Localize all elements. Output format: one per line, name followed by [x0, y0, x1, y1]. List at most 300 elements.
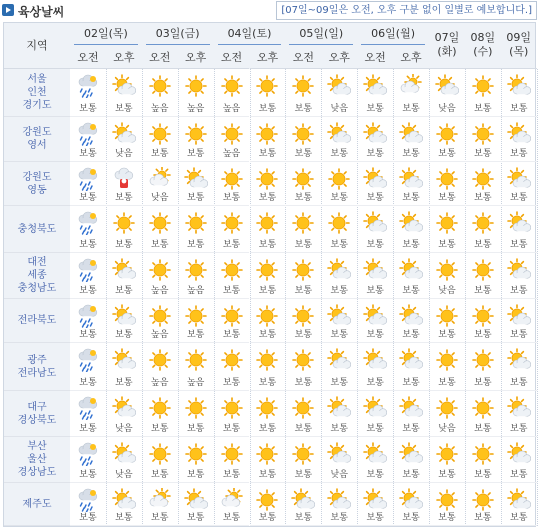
visibility-label: 높음 — [151, 330, 169, 340]
visibility-label: 보통 — [79, 330, 97, 340]
forecast-cell — [501, 117, 537, 162]
visibility-label: 보통 — [402, 240, 420, 250]
forecast-cell — [393, 437, 429, 483]
label-text: 05일(일) — [299, 27, 344, 40]
partly-cloudy-icon — [363, 348, 387, 372]
visibility-label: 보통 — [474, 513, 492, 523]
visibility-label: 낮음 — [115, 424, 133, 434]
day-underline — [361, 44, 425, 45]
label-text: (목) — [509, 45, 529, 58]
label-text: 지역 — [26, 39, 48, 52]
forecast-cell — [142, 206, 178, 253]
sunny-icon — [220, 304, 244, 328]
forecast-cell — [285, 483, 321, 526]
partly-cloudy-icon — [507, 122, 531, 146]
forecast-cell — [357, 391, 393, 437]
forecast-cell — [357, 343, 393, 391]
forecast-cell — [321, 437, 357, 483]
pm-header — [393, 46, 429, 69]
forecast-cell — [285, 253, 321, 299]
partly-cloudy-icon — [399, 442, 423, 466]
region-line: 경상북도 — [17, 414, 57, 426]
forecast-cell — [250, 483, 286, 526]
forecast-cell — [250, 391, 286, 437]
forecast-cell — [393, 117, 429, 162]
partly-cloudy-icon — [327, 74, 351, 98]
region-name — [18, 440, 57, 479]
visibility-label: 보통 — [366, 330, 384, 340]
visibility-label: 보통 — [294, 513, 313, 523]
forecast-cell — [393, 253, 429, 299]
forecast-cell — [106, 343, 142, 391]
region-name — [18, 223, 57, 236]
region-line: 충청북도 — [17, 223, 57, 235]
visibility-label: 보통 — [151, 240, 169, 250]
forecast-cell — [501, 69, 537, 117]
partly-cloudy-icon — [363, 211, 387, 235]
region-cell — [4, 483, 70, 526]
forecast-cell — [429, 253, 465, 299]
forecast-cell — [70, 343, 106, 391]
forecast-cell — [465, 253, 501, 299]
forecast-cell — [465, 117, 501, 162]
region-cell — [4, 391, 70, 437]
partly-cloudy-icon — [363, 442, 387, 466]
label-text: 오후 — [113, 51, 135, 64]
label-text: 02일(목) — [83, 27, 128, 40]
rain-icon — [76, 304, 100, 328]
forecast-cell — [501, 437, 537, 483]
visibility-label: 보통 — [222, 286, 241, 296]
visibility-label: 보통 — [294, 330, 313, 340]
visibility-label: 보통 — [510, 104, 528, 114]
forecast-cell — [214, 206, 250, 253]
forecast-cell — [429, 483, 465, 526]
forecast-cell — [285, 391, 321, 437]
visibility-label: 보통 — [258, 149, 277, 159]
partly-cloudy-icon — [507, 74, 531, 98]
sunny-icon — [184, 442, 208, 466]
forecast-cell — [178, 162, 214, 206]
mostly-cloudy-icon — [148, 167, 172, 191]
sunny-icon — [220, 167, 244, 191]
visibility-label: 보통 — [294, 286, 313, 296]
partly-cloudy-icon — [399, 211, 423, 235]
visibility-label: 보통 — [438, 330, 456, 340]
partly-cloudy-icon — [327, 348, 351, 372]
region-cell — [4, 117, 70, 162]
region-name — [23, 73, 52, 112]
region-line: 경기도 — [22, 100, 52, 111]
sunny-icon — [184, 396, 208, 420]
section-arrow-icon — [2, 4, 14, 16]
forecast-cell — [429, 299, 465, 343]
visibility-label: 낮음 — [438, 286, 456, 296]
visibility-label: 보통 — [79, 513, 97, 523]
visibility-label: 높음 — [151, 286, 169, 296]
forecast-cell — [429, 162, 465, 206]
partly-cloudy-icon — [112, 348, 136, 372]
sunny-icon — [291, 258, 315, 282]
label-text: 09일 — [506, 31, 532, 44]
partly-cloudy-icon — [507, 167, 531, 191]
day-header — [285, 23, 357, 45]
sunny-icon — [184, 258, 208, 282]
forecast-cell — [142, 483, 178, 526]
partly-cloudy-icon — [112, 74, 136, 98]
forecast-cell — [178, 483, 214, 526]
partly-cloudy-icon — [399, 167, 423, 191]
visibility-label: 보통 — [402, 193, 420, 203]
forecast-cell — [321, 162, 357, 206]
visibility-label: 낮음 — [438, 424, 456, 434]
sunny-icon — [471, 258, 495, 282]
visibility-label: 높음 — [151, 104, 169, 114]
forecast-cell — [357, 253, 393, 299]
visibility-label: 보통 — [402, 378, 420, 388]
forecast-cell — [501, 483, 537, 526]
visibility-label: 보통 — [510, 330, 528, 340]
visibility-label: 보통 — [151, 513, 169, 523]
forecast-cell — [321, 483, 357, 526]
sunny-icon — [471, 348, 495, 372]
partly-cloudy-icon — [363, 258, 387, 282]
label-text: 06일(월) — [371, 27, 415, 40]
forecast-cell — [429, 69, 465, 117]
rain-icon — [76, 74, 100, 98]
partly-cloudy-icon — [363, 122, 387, 146]
visibility-label: 보통 — [258, 286, 277, 296]
am-header — [285, 46, 321, 69]
sunny-icon — [220, 396, 244, 420]
day-underline — [74, 44, 138, 45]
forecast-cell — [178, 253, 214, 299]
sunny-icon — [220, 122, 244, 146]
partly-cloudy-icon — [507, 304, 531, 328]
label-text: 오후 — [328, 51, 350, 64]
region-cell — [4, 343, 70, 391]
visibility-label: 보통 — [330, 424, 348, 434]
label-text: (화) — [437, 45, 457, 58]
visibility-label: 높음 — [222, 104, 241, 114]
visibility-label: 보통 — [366, 470, 384, 480]
sunny-icon — [148, 396, 172, 420]
visibility-label: 보통 — [222, 424, 241, 434]
forecast-cell — [214, 483, 250, 526]
forecast-cell — [465, 162, 501, 206]
forecast-cell — [250, 162, 286, 206]
sunny-icon — [184, 74, 208, 98]
sunny-icon — [435, 488, 459, 512]
forecast-cell — [501, 391, 537, 437]
forecast-cell — [178, 206, 214, 253]
sunny-icon — [220, 348, 244, 372]
day-header — [142, 23, 214, 45]
region-line: 강원도 — [22, 127, 52, 138]
forecast-cell — [250, 69, 286, 117]
visibility-label: 보통 — [510, 286, 528, 296]
sunny-icon — [291, 122, 315, 146]
visibility-label: 보통 — [258, 240, 277, 250]
visibility-label: 보통 — [510, 378, 528, 388]
visibility-label: 보통 — [294, 104, 313, 114]
label-text: 오전 — [77, 51, 99, 64]
forecast-cell — [106, 69, 142, 117]
forecast-cell — [178, 437, 214, 483]
forecast-cell — [357, 299, 393, 343]
forecast-cell — [465, 299, 501, 343]
partly-cloudy-icon — [507, 442, 531, 466]
visibility-label: 보통 — [330, 193, 348, 203]
forecast-cell — [70, 69, 106, 117]
visibility-label: 높음 — [151, 378, 169, 388]
day-underline — [289, 44, 353, 45]
region-line: 세종 — [27, 270, 47, 281]
visibility-label: 보통 — [366, 513, 384, 523]
forecast-cell — [142, 343, 178, 391]
visibility-label: 보통 — [294, 424, 313, 434]
visibility-label: 보통 — [115, 193, 133, 203]
visibility-label: 보통 — [222, 378, 241, 388]
forecast-cell — [178, 391, 214, 437]
visibility-label: 보통 — [115, 378, 133, 388]
forecast-cell — [393, 69, 429, 117]
visibility-label: 보통 — [258, 513, 277, 523]
region-line: 충청남도 — [17, 283, 57, 294]
forecast-cell — [393, 343, 429, 391]
visibility-label: 보통 — [366, 286, 384, 296]
label-text: 08일 — [470, 31, 496, 44]
forecast-cell — [285, 206, 321, 253]
partly-cloudy-icon — [327, 258, 351, 282]
partly-cloudy-icon — [112, 396, 136, 420]
forecast-cell — [70, 391, 106, 437]
forecast-cell — [142, 299, 178, 343]
partly-cloudy-icon — [363, 74, 387, 98]
visibility-label: 보통 — [474, 424, 492, 434]
visibility-label: 낮음 — [151, 193, 169, 203]
forecast-cell — [321, 117, 357, 162]
visibility-label: 보통 — [330, 378, 348, 388]
sunny-icon — [471, 442, 495, 466]
region-line: 강원도 — [22, 171, 52, 183]
visibility-label: 보통 — [366, 149, 384, 159]
forecast-cell — [357, 483, 393, 526]
visibility-label: 보통 — [222, 193, 241, 203]
forecast-cell — [285, 162, 321, 206]
forecast-cell — [321, 253, 357, 299]
visibility-label: 보통 — [186, 470, 205, 480]
visibility-label: 보통 — [115, 240, 133, 250]
sunny-icon — [435, 442, 459, 466]
visibility-label: 보통 — [294, 193, 313, 203]
forecast-cell — [250, 117, 286, 162]
forecast-cell — [214, 437, 250, 483]
label-text: (수) — [473, 45, 493, 58]
visibility-label: 보통 — [294, 240, 313, 250]
forecast-cell — [70, 162, 106, 206]
visibility-label: 보통 — [402, 104, 420, 114]
region-cell — [4, 206, 70, 253]
visibility-label: 보통 — [186, 330, 205, 340]
sunny-icon — [255, 211, 279, 235]
partly-cloudy-icon — [399, 304, 423, 328]
forecast-cell — [357, 69, 393, 117]
sunny-icon — [471, 211, 495, 235]
region-cell — [4, 162, 70, 206]
mostly-cloudy-icon — [148, 488, 172, 512]
forecast-cell — [321, 391, 357, 437]
label-text: 오후 — [256, 51, 279, 64]
visibility-label: 높음 — [222, 149, 241, 159]
sunny-icon — [435, 396, 459, 420]
partly-cloudy-icon — [184, 488, 208, 512]
rain-icon — [76, 211, 100, 235]
day-header — [70, 23, 142, 45]
region-header — [4, 23, 70, 69]
rain-icon — [76, 442, 100, 466]
forecast-cell — [106, 206, 142, 253]
forecast-cell — [429, 391, 465, 437]
region-line: 제주도 — [22, 498, 52, 510]
sunny-icon — [471, 122, 495, 146]
forecast-cell — [70, 117, 106, 162]
visibility-label: 보통 — [402, 513, 420, 523]
region-line: 인천 — [27, 87, 47, 98]
mostly-cloudy-icon — [220, 488, 244, 512]
forecast-cell — [501, 162, 537, 206]
visibility-label: 보통 — [510, 149, 528, 159]
forecast-cell — [106, 299, 142, 343]
visibility-label: 보통 — [79, 424, 97, 434]
partly-cloudy-icon — [507, 488, 531, 512]
visibility-label: 높음 — [186, 104, 205, 114]
label-text: 오전 — [292, 51, 314, 64]
forecast-cell — [178, 343, 214, 391]
partly-cloudy-icon — [112, 258, 136, 282]
visibility-label: 보통 — [294, 149, 313, 159]
day-header — [357, 23, 429, 45]
visibility-label: 보통 — [79, 286, 97, 296]
visibility-label: 보통 — [402, 286, 420, 296]
forecast-cell — [465, 483, 501, 526]
sunny-icon — [291, 167, 315, 191]
visibility-label: 보통 — [115, 513, 133, 523]
forecast-cell — [465, 206, 501, 253]
visibility-label: 보통 — [474, 149, 492, 159]
label-text: 오전 — [364, 51, 386, 64]
region-line: 대구 — [27, 401, 47, 413]
forecast-cell — [106, 253, 142, 299]
sunny-icon — [327, 211, 351, 235]
visibility-label: 보통 — [402, 149, 420, 159]
visibility-label: 보통 — [186, 193, 205, 203]
sunny-icon — [291, 74, 315, 98]
sunny-icon — [184, 122, 208, 146]
forecast-cell — [285, 437, 321, 483]
sunny-icon — [471, 74, 495, 98]
forecast-cell — [429, 343, 465, 391]
rain-icon — [76, 396, 100, 420]
visibility-label: 보통 — [510, 470, 528, 480]
visibility-label: 보통 — [151, 149, 169, 159]
visibility-label: 높음 — [186, 286, 205, 296]
forecast-cell — [501, 343, 537, 391]
sunny-icon — [435, 211, 459, 235]
label-text: 04일(토) — [227, 27, 272, 40]
visibility-label: 보통 — [79, 149, 97, 159]
visibility-label: 높음 — [186, 378, 205, 388]
visibility-label: 보통 — [474, 240, 492, 250]
visibility-label: 보통 — [510, 424, 528, 434]
region-name — [18, 256, 57, 295]
visibility-label: 보통 — [366, 193, 384, 203]
partly-cloudy-icon — [327, 442, 351, 466]
day-header — [501, 23, 537, 69]
partly-cloudy-icon — [112, 488, 136, 512]
region-line: 영서 — [27, 140, 47, 151]
region-line: 울산 — [27, 454, 47, 465]
visibility-label: 보통 — [510, 240, 528, 250]
visibility-label: 보통 — [79, 470, 97, 480]
region-line: 부산 — [27, 441, 47, 452]
visibility-label: 보통 — [79, 378, 97, 388]
region-name — [18, 314, 57, 327]
partly-cloudy-icon — [363, 488, 387, 512]
forecast-cell — [357, 206, 393, 253]
forecast-cell — [178, 69, 214, 117]
sunny-icon — [148, 442, 172, 466]
forecast-cell — [178, 299, 214, 343]
sunny-icon — [148, 74, 172, 98]
snow-icon — [112, 167, 136, 191]
forecast-cell — [106, 391, 142, 437]
forecast-cell — [501, 206, 537, 253]
sunny-icon — [184, 304, 208, 328]
day-header — [214, 23, 286, 45]
forecast-cell — [142, 117, 178, 162]
region-name — [18, 354, 57, 380]
region-line: 서울 — [27, 74, 47, 85]
partly-cloudy-icon — [112, 304, 136, 328]
forecast-cell — [142, 437, 178, 483]
visibility-label: 보통 — [151, 424, 169, 434]
forecast-cell — [142, 253, 178, 299]
partly-cloudy-icon — [112, 442, 136, 466]
forecast-cell — [106, 117, 142, 162]
visibility-label: 보통 — [402, 330, 420, 340]
sunny-icon — [220, 211, 244, 235]
sunny-icon — [148, 122, 172, 146]
sunny-icon — [255, 396, 279, 420]
visibility-label: 보통 — [474, 193, 492, 203]
region-line: 영동 — [27, 184, 47, 196]
rain-icon — [76, 122, 100, 146]
forecast-cell — [106, 162, 142, 206]
forecast-cell — [250, 437, 286, 483]
sunny-icon — [255, 488, 279, 512]
label-text: 오전 — [220, 51, 243, 64]
sunny-icon — [471, 304, 495, 328]
forecast-cell — [501, 253, 537, 299]
sunny-icon — [435, 348, 459, 372]
pm-header — [106, 46, 142, 69]
visibility-label: 보통 — [474, 330, 492, 340]
forecast-cell — [142, 391, 178, 437]
visibility-label: 보통 — [330, 330, 348, 340]
forecast-cell — [285, 117, 321, 162]
forecast-cell — [393, 299, 429, 343]
